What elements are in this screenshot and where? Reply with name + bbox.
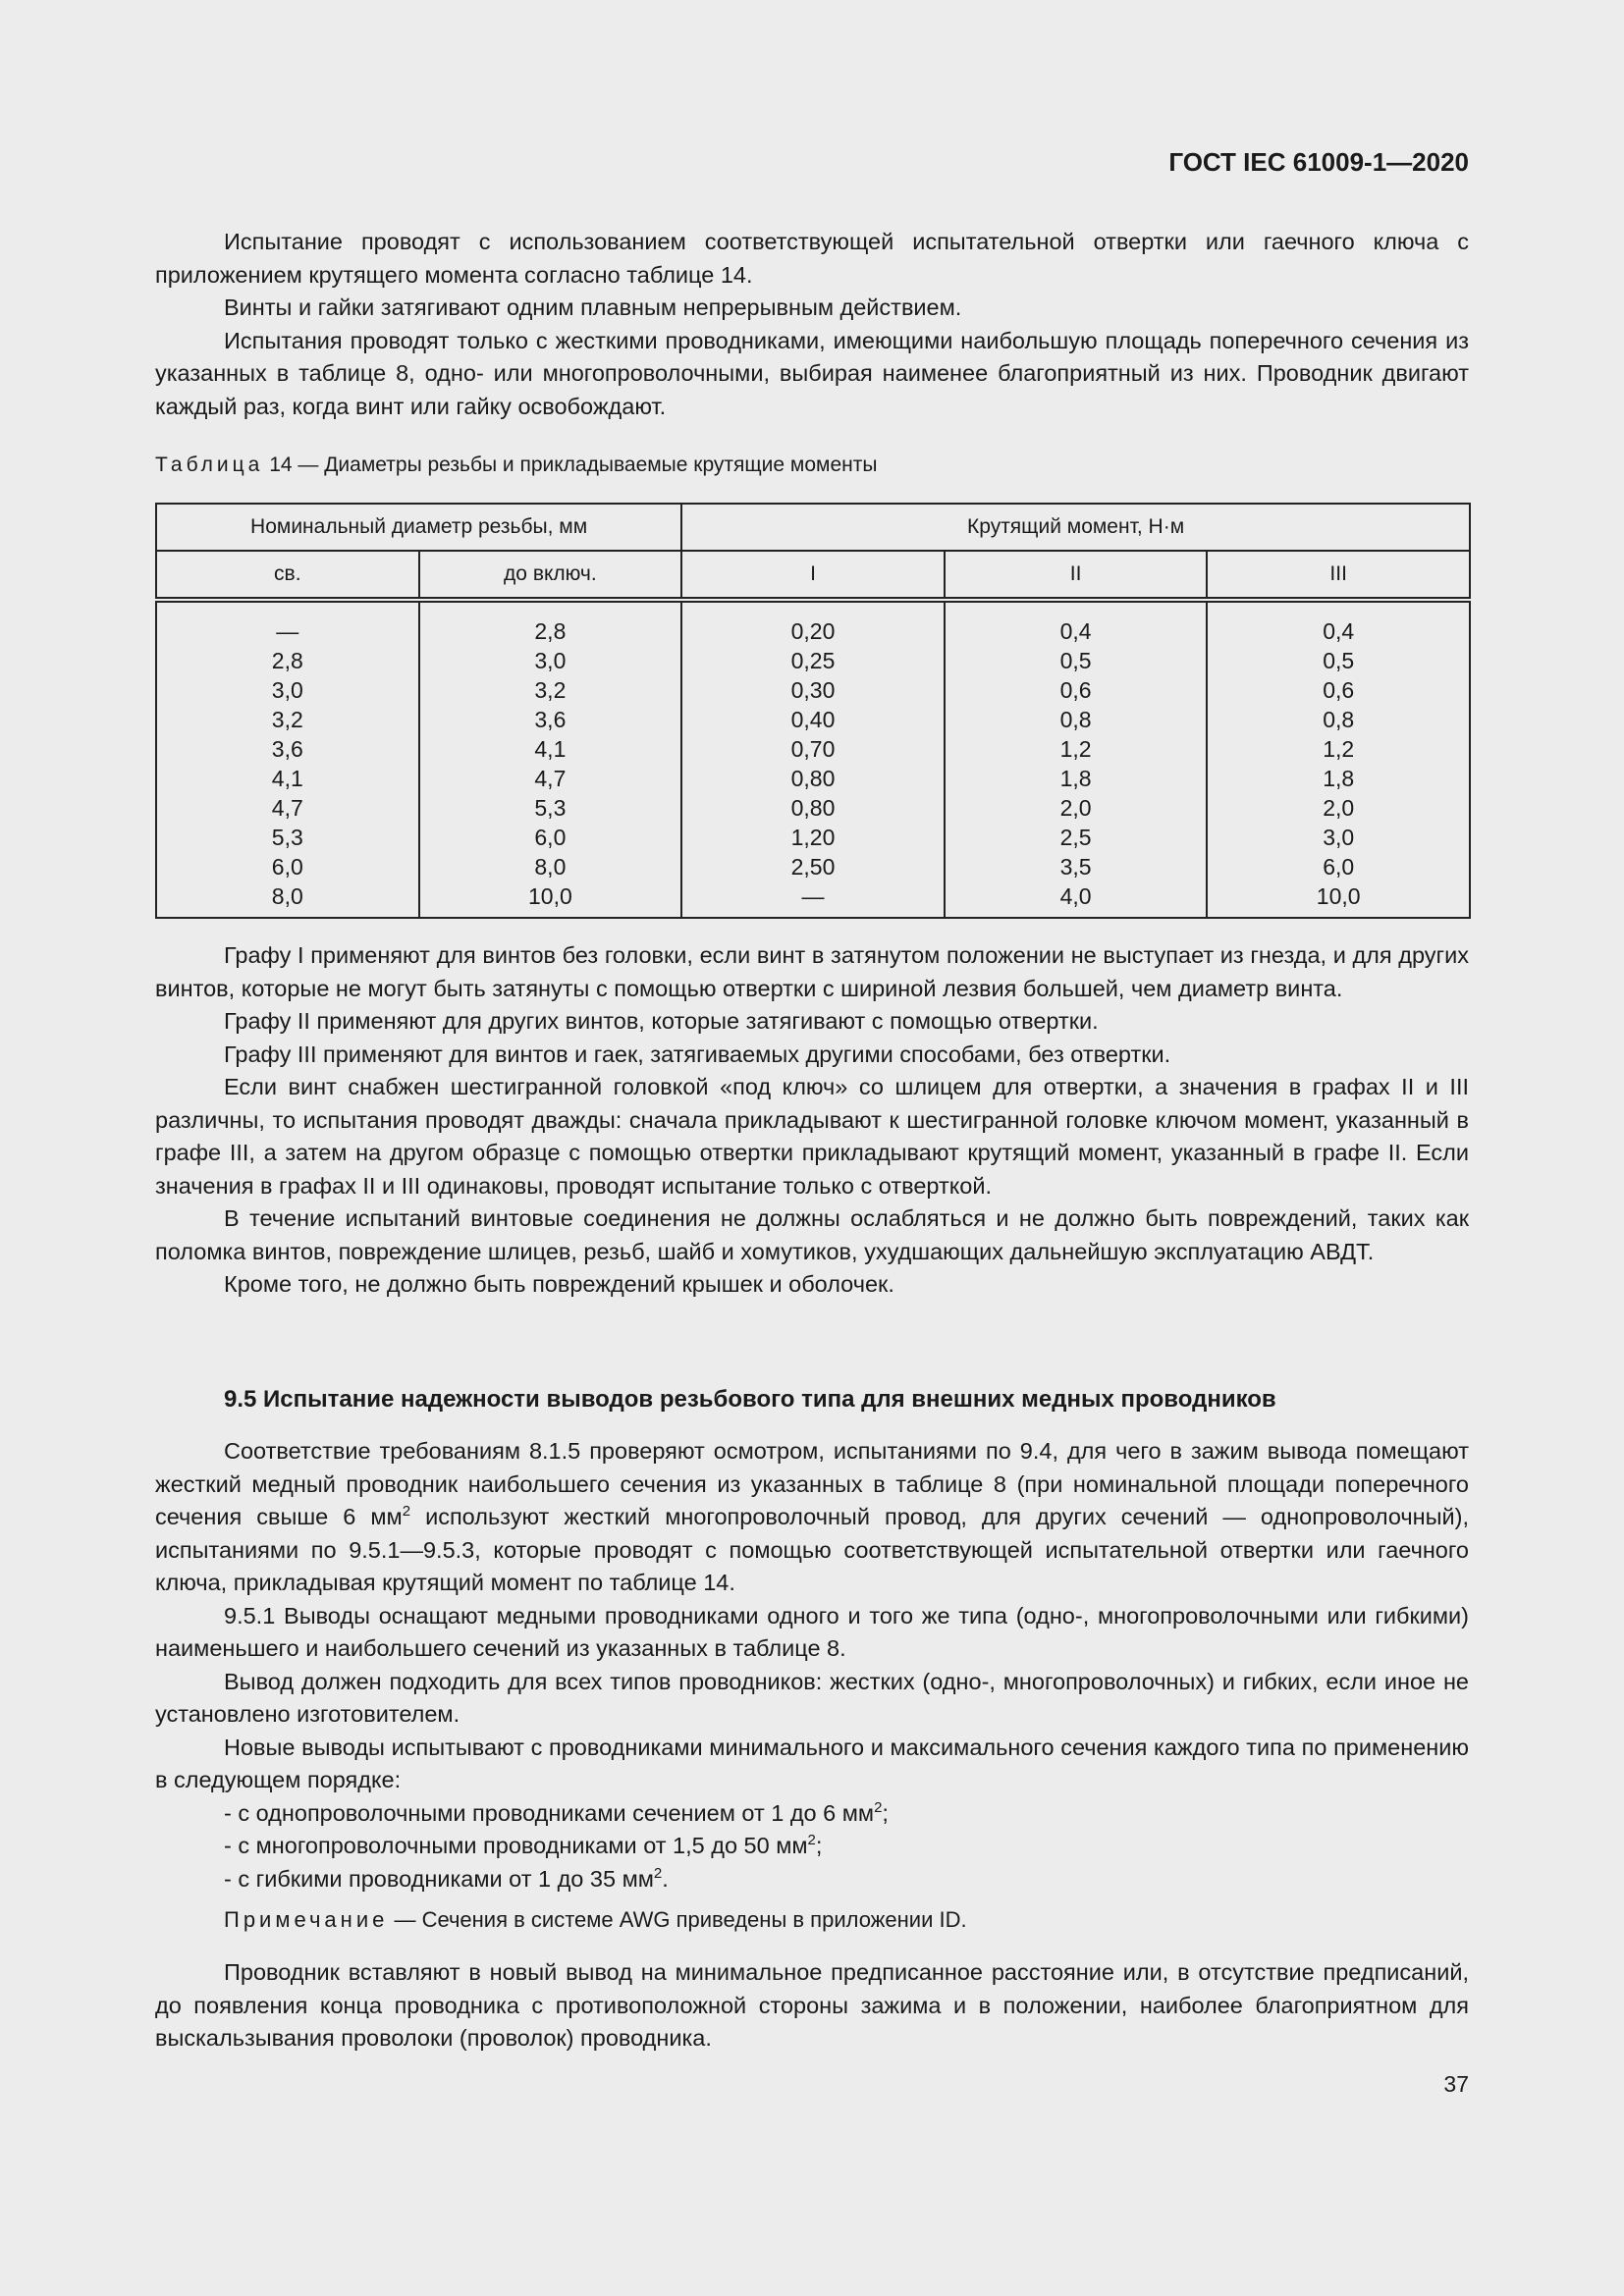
table-row (156, 734, 1470, 764)
table-cell: 2,50 (681, 852, 945, 881)
table-row (156, 600, 1470, 646)
table-row (156, 646, 1470, 675)
text: Соответствие требованиям 8.1.5 проверяют осмотром, испытаниями по 9.4, для чего в зажим вывода помещают жесткий медный проводник наибольшего сечения из указанных в таблице 8 (при номинальной площади поперечного сечения свыше 6 мм (155, 1438, 1469, 1529)
table-cell: 8,0 (419, 852, 682, 881)
table-cell: 2,5 (945, 823, 1208, 852)
table-cell: 0,70 (681, 734, 945, 764)
table-cell: 3,5 (945, 852, 1208, 881)
table-cell: 0,80 (681, 793, 945, 823)
column-header: до включ. (419, 551, 682, 600)
table-cell: 1,20 (681, 823, 945, 852)
paragraph: Графу II применяют для других винтов, которые затягивают с помощью отвертки. (224, 1008, 1099, 1034)
superscript: 2 (653, 1864, 663, 1882)
table-cell: 5,3 (419, 793, 682, 823)
table-cell: 0,5 (945, 646, 1208, 675)
note-text: — Сечения в системе AWG приведены в приложении ID. (388, 1907, 967, 1932)
table-cell: 2,0 (1207, 793, 1470, 823)
paragraph: Испытание проводят с использованием соответствующей испытательной отвертки или гаечного ключа с приложением крутящего момента согласно таблице 14. (155, 229, 1469, 288)
document-header: ГОСТ IEC 61009-1—2020 (1168, 147, 1469, 177)
table-cell: 1,8 (1207, 764, 1470, 793)
table-cell: 0,5 (1207, 646, 1470, 675)
column-header: I (681, 551, 945, 600)
table-cell: 4,1 (419, 734, 682, 764)
table-cell: 4,0 (945, 881, 1208, 918)
note-label: Примечание (224, 1907, 389, 1932)
group-header: Номинальный диаметр резьбы, мм (156, 504, 681, 551)
column-header: III (1207, 551, 1470, 600)
caption-label: Таблица (155, 454, 264, 476)
table-cell: 0,6 (1207, 675, 1470, 705)
table-cell: 4,1 (156, 764, 419, 793)
paragraph: 9.5.1 Выводы оснащают медными проводниками одного и того же типа (одно-, многопроволочными или гибкими) наименьшего и наибольшего сечений из указанных в таблице 8. (155, 1602, 1469, 1661)
table-cell: 0,25 (681, 646, 945, 675)
intro-text (155, 226, 1469, 423)
table-cell: 6,0 (419, 823, 682, 852)
group-header: Крутящий момент, Н·м (681, 504, 1470, 551)
table-cell: 0,40 (681, 705, 945, 734)
paragraph: Вывод должен подходить для всех типов проводников: жестких (одно-, многопроволочных) и гибких, если иное не установлено изготовителем. (155, 1668, 1469, 1727)
table-cell: 10,0 (419, 881, 682, 918)
torque-table (155, 503, 1471, 919)
table-row (156, 705, 1470, 734)
superscript: 2 (874, 1798, 883, 1816)
table-row (156, 823, 1470, 852)
text: используют жесткий многопроволочный провод, для других сечений — однопроволочный), испытаниями по 9.5.1—9.5.3, которые проводят с помощью соответствующей испытательной отвертки или гаечного ключа, прикладывая крутящий момент по таблице 14. (155, 1504, 1470, 1595)
table-cell: 1,2 (945, 734, 1208, 764)
page-number: 37 (1443, 2071, 1469, 2097)
table-cell: 0,8 (1207, 705, 1470, 734)
table-cell: 6,0 (1207, 852, 1470, 881)
table-cell: 5,3 (156, 823, 419, 852)
table-cell: 0,4 (1207, 600, 1470, 646)
caption-text: 14 — Диаметры резьбы и прикладываемые крутящие моменты (269, 454, 878, 476)
table-caption (155, 454, 877, 477)
table-cell: 3,2 (156, 705, 419, 734)
table-cell: 0,8 (945, 705, 1208, 734)
paragraph: Испытания проводят только с жесткими проводниками, имеющими наибольшую площадь поперечного сечения из указанных в таблице 8, одно- или многопроволочными, выбирая наименее благоприятный из них. Проводник двигают каждый раз, когда винт или гайку освобождают. (155, 327, 1469, 419)
table-cell: 0,6 (945, 675, 1208, 705)
table-cell: 4,7 (156, 793, 419, 823)
table-cell: 0,30 (681, 675, 945, 705)
table-cell: 3,6 (156, 734, 419, 764)
list-item (155, 1797, 1469, 1831)
table-cell: 2,8 (156, 646, 419, 675)
table-cell: 3,0 (156, 675, 419, 705)
table-row (156, 675, 1470, 705)
final-text (155, 1956, 1469, 2056)
table-cell: 3,6 (419, 705, 682, 734)
superscript: 2 (807, 1832, 816, 1848)
column-header: II (945, 551, 1208, 600)
table-cell: 3,2 (419, 675, 682, 705)
table-cell: 2,0 (945, 793, 1208, 823)
text: ; (882, 1799, 889, 1826)
superscript: 2 (402, 1503, 411, 1520)
list-item (155, 1830, 1469, 1863)
table-cell: 0,20 (681, 600, 945, 646)
table-cell: — (681, 881, 945, 918)
text: ; (815, 1833, 823, 1858)
section-heading: 9.5 Испытание надежности выводов резьбового типа для внешних медных проводников (224, 1386, 1276, 1413)
text: . (662, 1865, 669, 1892)
table-cell: 1,8 (945, 764, 1208, 793)
table-cell: 3,0 (419, 646, 682, 675)
table-cell: 4,7 (419, 764, 682, 793)
note (224, 1907, 967, 1933)
section-9-5-text (155, 1435, 1469, 1896)
table-cell: 6,0 (156, 852, 419, 881)
paragraph: Винты и гайки затягивают одним плавным непрерывным действием. (224, 294, 962, 320)
table-row (156, 793, 1470, 823)
paragraph: Новые выводы испытывают с проводниками минимального и максимального сечения каждого типа по применению в следующем порядке: (155, 1734, 1469, 1792)
paragraph: Проводник вставляют в новый вывод на минимальное предписанное расстояние или, в отсутствие предписаний, до появления конца проводника с противоположной стороны зажима и в положении, наиболее благоприятном для выскальзывания проволоки (проволок) проводника. (155, 1959, 1469, 2051)
table-row (156, 881, 1470, 918)
table-row (156, 764, 1470, 793)
table-row (156, 852, 1470, 881)
paragraph: Кроме того, не должно быть повреждений крышек и оболочек. (224, 1271, 894, 1297)
column-header: св. (156, 551, 419, 600)
table-cell: 0,80 (681, 764, 945, 793)
table-cell: 8,0 (156, 881, 419, 918)
paragraph: Графу I применяют для винтов без головки, если винт в затянутом положении не выступает из гнезда, и для других винтов, которые не могут быть затянуты с помощью отвертки с шириной лезвия большей, чем диаметр винта. (155, 942, 1469, 1001)
paragraph: Если винт снабжен шестигранной головкой «под ключ» со шлицем для отвертки, а значения в графах II и III различны, то испытания проводят дважды: сначала прикладывают к шестигранной головке ключом момент, указанный в графе III, а затем на другом образце с помощью отвертки прикладывают крутящий момент, указанный в графе II. Если значения в графах II и III одинаковы, проводят испытание только с отверткой. (155, 1074, 1469, 1199)
table-notes-text (155, 939, 1469, 1302)
paragraph (155, 1435, 1469, 1600)
text: - с гибкими проводниками от 1 до 35 мм (224, 1865, 654, 1892)
table-cell: 10,0 (1207, 881, 1470, 918)
table-cell: 0,4 (945, 600, 1208, 646)
table-cell: 2,8 (419, 600, 682, 646)
text: - с многопроволочными проводниками от 1,5 до 50 мм (224, 1833, 808, 1858)
paragraph: Графу III применяют для винтов и гаек, затягиваемых другими способами, без отвертки. (224, 1041, 1171, 1067)
table-cell: 1,2 (1207, 734, 1470, 764)
list-item (155, 1863, 1469, 1896)
table-cell: 3,0 (1207, 823, 1470, 852)
text: - с однопроволочными проводниками сечением от 1 до 6 мм (224, 1799, 875, 1826)
paragraph: В течение испытаний винтовые соединения не должны ослабляться и не должно быть повреждений, таких как поломка винтов, повреждение шлицев, резьб, шайб и хомутиков, ухудшающих дальнейшую эксплуатацию АВДТ. (155, 1205, 1469, 1264)
table-cell: — (156, 600, 419, 646)
